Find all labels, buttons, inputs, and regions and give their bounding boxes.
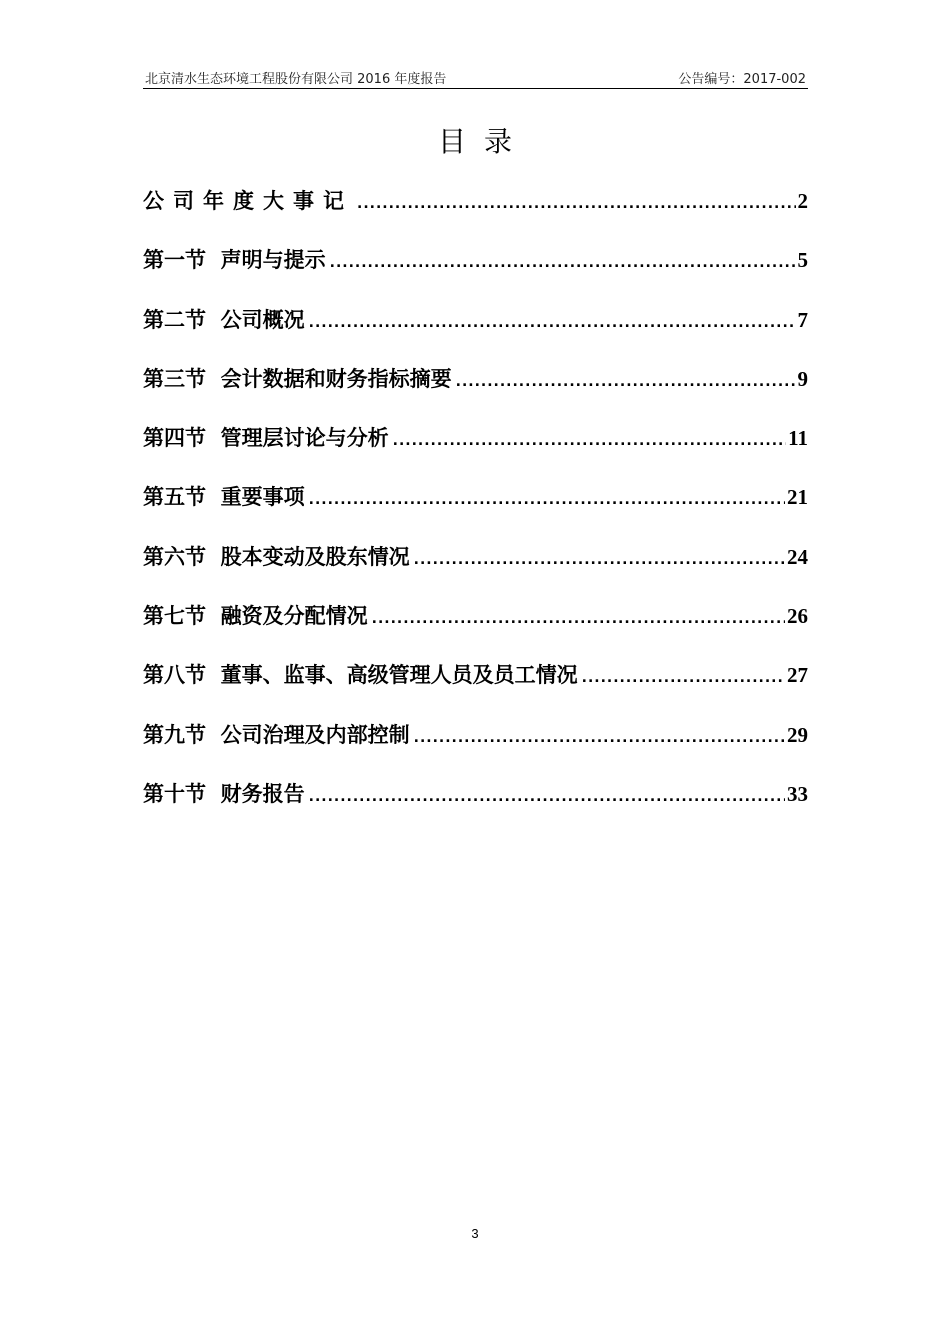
toc-entry-page: 21: [787, 485, 808, 510]
toc-section-number: 第十节: [143, 781, 206, 806]
toc-entry-page: 29: [787, 722, 808, 747]
toc-dot-leader: [414, 542, 785, 578]
toc-entry-label: 董事、监事、高级管理人员及员工情况: [220, 663, 578, 688]
toc-entry-label: 公司概况: [220, 307, 305, 332]
toc-entry-section-5[interactable]: [143, 479, 808, 538]
toc-entry-label: 重要事项: [220, 485, 305, 510]
toc-dot-leader: [309, 779, 785, 815]
toc-section-number: 第六节: [143, 544, 206, 569]
toc-dot-leader: [372, 601, 785, 637]
table-of-contents: [143, 183, 808, 835]
toc-section-number: 第九节: [143, 722, 206, 747]
toc-entry-section-3[interactable]: [143, 361, 808, 420]
page-title: 目录: [437, 125, 530, 158]
toc-entry-section-1[interactable]: [143, 242, 808, 301]
toc-dot-leader: [456, 364, 796, 400]
toc-entry-page: 11: [788, 426, 808, 451]
toc-entry-section-10[interactable]: [143, 776, 808, 835]
toc-dot-leader: [393, 423, 787, 459]
toc-entry-events[interactable]: [143, 183, 808, 242]
toc-entry-page: 2: [797, 189, 808, 213]
toc-entry-page: 5: [797, 248, 808, 273]
toc-dot-leader: [309, 482, 785, 518]
toc-dot-leader: [330, 245, 796, 281]
toc-section-number: 第一节: [143, 248, 206, 273]
toc-entry-section-2[interactable]: [143, 302, 808, 361]
toc-section-number: 第三节: [143, 366, 206, 391]
toc-dot-leader: [414, 720, 785, 756]
toc-entry-section-8[interactable]: [143, 657, 808, 716]
toc-entry-page: 27: [787, 663, 808, 688]
toc-section-number: 第五节: [143, 485, 206, 510]
toc-section-number: 第八节: [143, 663, 206, 688]
toc-section-number: 第四节: [143, 426, 206, 451]
toc-entry-page: 33: [787, 781, 808, 806]
toc-entry-label: 融资及分配情况: [220, 604, 368, 629]
header-report-title: 北京清水生态环境工程股份有限公司 2016 年度报告: [145, 72, 447, 87]
page-number: 3: [471, 1226, 479, 1241]
toc-entry-label: 会计数据和财务指标摘要: [220, 366, 452, 391]
toc-entry-section-9[interactable]: [143, 717, 808, 776]
toc-dot-leader: [309, 305, 796, 341]
toc-entry-page: 24: [787, 544, 808, 569]
toc-section-number: 第二节: [143, 307, 206, 332]
toc-entry-label: 股本变动及股东情况: [220, 544, 410, 569]
header-announcement-number: 公告编号：2017-002: [678, 72, 806, 87]
page-header: [143, 66, 808, 89]
toc-entry-section-7[interactable]: [143, 598, 808, 657]
toc-entry-label: 声明与提示: [220, 248, 326, 273]
toc-entry-page: 7: [797, 307, 808, 332]
toc-dot-leader: [582, 660, 785, 696]
toc-entry-page: 9: [797, 366, 808, 391]
toc-section-number: 第七节: [143, 604, 206, 629]
toc-entry-label: 公司年度大事记: [143, 189, 353, 213]
toc-entry-label: 管理层讨论与分析: [220, 426, 389, 451]
toc-entry-page: 26: [787, 604, 808, 629]
toc-dot-leader: [357, 186, 796, 222]
toc-entry-label: 财务报告: [220, 781, 305, 806]
toc-entry-section-6[interactable]: [143, 539, 808, 598]
toc-entry-label: 公司治理及内部控制: [220, 722, 410, 747]
toc-entry-section-4[interactable]: [143, 420, 808, 479]
